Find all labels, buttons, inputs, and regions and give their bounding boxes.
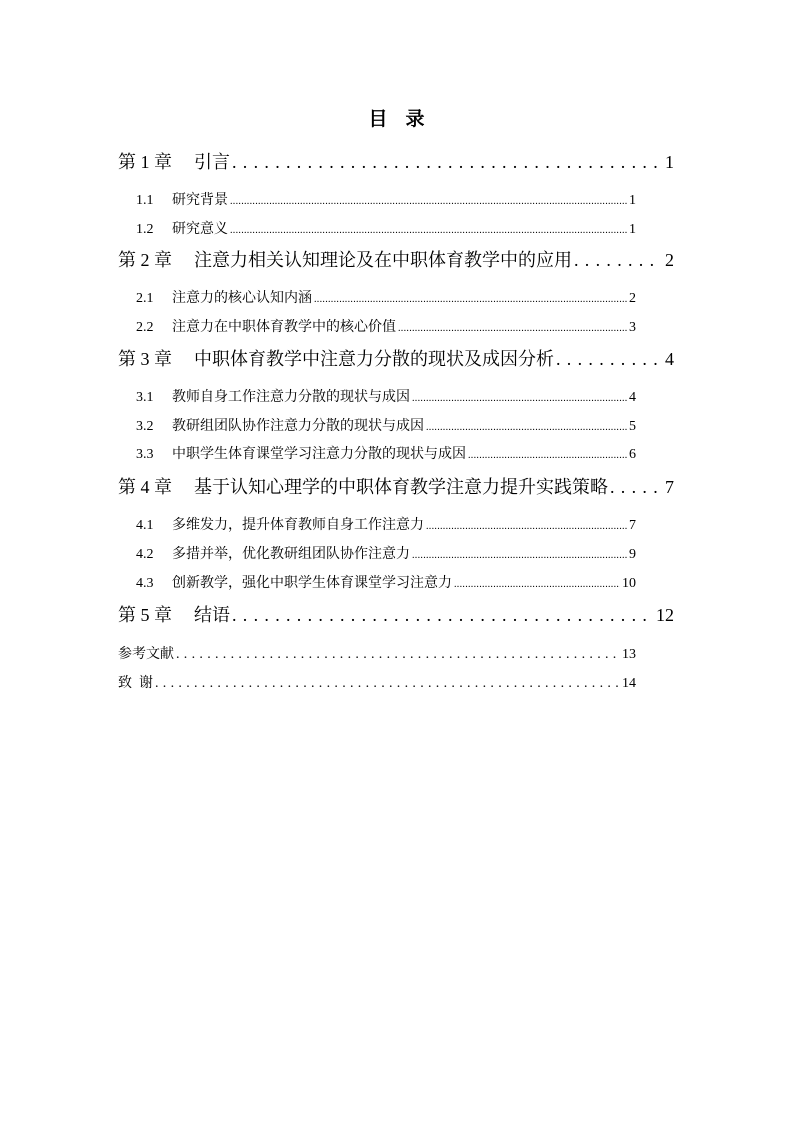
toc-chapter-2[interactable] — [118, 246, 674, 270]
section-title: 教研组团队协作注意力分散的现状与成因 — [172, 419, 424, 434]
toc-chapter-3[interactable] — [118, 345, 674, 369]
section-title: 研究背景 — [172, 193, 228, 208]
section-number: 4.2 — [136, 547, 154, 562]
chapter-number: 第 1 章 — [118, 152, 172, 172]
toc-references[interactable] — [118, 643, 636, 663]
page-number: 7 — [665, 477, 674, 497]
chapter-title: 引言 — [194, 152, 230, 172]
page-number: 3 — [629, 320, 636, 335]
chapter-number: 第 3 章 — [118, 349, 172, 369]
dot-leader — [412, 390, 627, 406]
dot-leader — [556, 349, 657, 370]
chapter-title: 中职体育教学中注意力分散的现状及成因分析 — [194, 349, 554, 369]
chapter-title: 基于认知心理学的中职体育教学注意力提升实践策略 — [194, 477, 608, 497]
page-number: 12 — [656, 605, 674, 625]
dot-leader — [398, 320, 627, 336]
dot-leader — [426, 419, 627, 435]
section-title: 中职学生体育课堂学习注意力分散的现状与成因 — [172, 447, 466, 462]
dot-leader — [610, 477, 657, 498]
dot-leader — [232, 605, 648, 626]
toc-section-2-1[interactable] — [136, 287, 636, 307]
chapter-number: 第 5 章 — [118, 605, 172, 625]
page-number: 9 — [629, 547, 636, 562]
page-number: 6 — [629, 447, 636, 462]
toc-title-part1: 目 — [368, 108, 388, 130]
page-number: 2 — [629, 291, 636, 306]
page-number: 14 — [622, 676, 636, 691]
chapter-title: 注意力相关认知理论及在中职体育教学中的应用 — [194, 250, 572, 270]
toc-section-4-2[interactable] — [136, 543, 636, 563]
toc-title — [0, 104, 793, 131]
section-number: 1.1 — [136, 193, 154, 208]
dot-leader — [155, 676, 620, 692]
page-number: 4 — [665, 349, 674, 369]
toc-section-4-3[interactable] — [136, 572, 636, 592]
section-title: 注意力的核心认知内涵 — [172, 291, 312, 306]
toc-chapter-1[interactable] — [118, 148, 674, 172]
section-title: 多措并举，优化教研组团队协作注意力 — [172, 547, 410, 562]
dot-leader — [426, 518, 627, 534]
toc-section-2-2[interactable] — [136, 316, 636, 336]
section-number: 1.2 — [136, 222, 154, 237]
dot-leader — [454, 576, 620, 592]
toc-acknowledgments[interactable] — [118, 672, 636, 692]
section-title: 多维发力，提升体育教师自身工作注意力 — [172, 518, 424, 533]
page-number: 10 — [622, 576, 636, 591]
section-number: 3.1 — [136, 390, 154, 405]
dot-leader — [230, 222, 627, 238]
toc-section-1-2[interactable] — [136, 218, 636, 238]
section-number: 4.1 — [136, 518, 154, 533]
section-title: 研究意义 — [172, 222, 228, 237]
dot-leader — [232, 152, 657, 173]
page-number: 1 — [629, 222, 636, 237]
page-number: 13 — [622, 647, 636, 662]
page-number: 7 — [629, 518, 636, 533]
toc-title-part2: 录 — [405, 108, 425, 130]
section-number: 2.2 — [136, 320, 154, 335]
chapter-number: 第 4 章 — [118, 477, 172, 497]
dot-leader — [176, 647, 620, 663]
references-title: 参考文献 — [118, 647, 174, 662]
acknowledgments-title: 致 谢 — [118, 676, 153, 691]
chapter-number: 第 2 章 — [118, 250, 172, 270]
toc-section-3-3[interactable] — [136, 443, 636, 463]
page-number: 1 — [665, 152, 674, 172]
dot-leader — [412, 547, 627, 563]
dot-leader — [314, 291, 627, 307]
toc-section-4-1[interactable] — [136, 514, 636, 534]
section-number: 4.3 — [136, 576, 154, 591]
page-number: 2 — [665, 250, 674, 270]
chapter-title: 结语 — [194, 605, 230, 625]
section-number: 3.3 — [136, 447, 154, 462]
section-title: 创新教学，强化中职学生体育课堂学习注意力 — [172, 576, 452, 591]
section-number: 2.1 — [136, 291, 154, 306]
toc-section-3-1[interactable] — [136, 386, 636, 406]
toc-chapter-5[interactable] — [118, 601, 674, 625]
dot-leader — [230, 193, 627, 209]
section-number: 3.2 — [136, 419, 154, 434]
page-number: 4 — [629, 390, 636, 405]
dot-leader — [468, 447, 627, 463]
section-title: 注意力在中职体育教学中的核心价值 — [172, 320, 396, 335]
section-title: 教师自身工作注意力分散的现状与成因 — [172, 390, 410, 405]
toc-section-1-1[interactable] — [136, 189, 636, 209]
toc-section-3-2[interactable] — [136, 415, 636, 435]
toc-chapter-4[interactable] — [118, 473, 674, 497]
dot-leader — [574, 250, 657, 271]
page-number: 1 — [629, 193, 636, 208]
page-number: 5 — [629, 419, 636, 434]
